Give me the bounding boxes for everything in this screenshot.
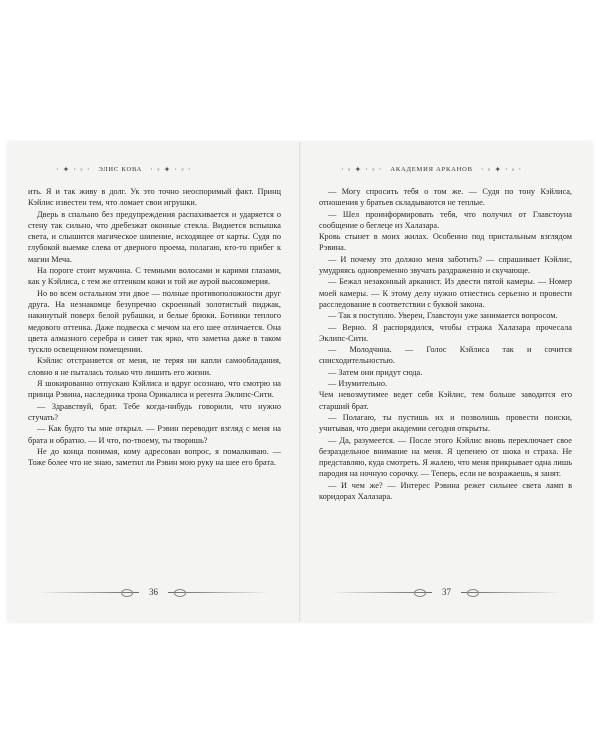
paragraph: — И чем же? — Интерес Рэвина режет сильнее света ламп в коридорах Халазара.	[319, 480, 572, 502]
paragraph: Не до конца понимая, кому адресован вопрос, я помалкиваю. — Тоже более что не знаю, заметил ли Рэвин мою руку на шее его брата.	[28, 446, 281, 468]
paragraph: Дверь в спальню без предупреждения распахивается и ударяется о стену так сильно, что дребезжат оконные стекла. Видиется вспышка света, и слышится магическое шипение, исходящее от карты. Судя по глубокой выемке слева от дверного проема, полагаю, кто-то прибег к магии Меча.	[28, 209, 281, 264]
paragraph: Кэйлис отстраняется от меня, не теряя ни капли самообладания, словно я не пыталась только что лишить его жизни.	[28, 356, 281, 377]
paragraph: — Могу спросить тебя о том же. — Судя по тону Кэйлиса, отношения у братьев складываются не теплые.	[319, 187, 572, 208]
paragraph: — Изумительно.	[328, 379, 388, 389]
page-number: 37	[442, 587, 451, 597]
paragraph: — Здравствуй, брат. Тебе когда-нибудь говорили, что нужно стучать?	[28, 401, 281, 422]
paragraph: Но во всем остальном эти двое — полные противоположности друг друга. На незнакомце безупречно скроенный золотистый пиджак, накинутый поверх белой рубашки, и белые брюки. Ботинки теплого медового оттенка. Даже подвеска с мечом на его шее отличается. Она цвета алмазного серебра и сияет так ярко, что заметна даже в таком тускло освещенном помещении.	[28, 288, 281, 355]
paragraph: — Шел проинформировать тебя, что получил от Главстоуна сообщение о беглеце из Халазара.	[319, 209, 572, 230]
paragraph: Чем невозмутимее ведет себя Кэйлис, тем больше заводится его старший брат.	[319, 390, 572, 411]
paragraph: — Полагаю, ты пустишь их и позволишь провести поиски, учитывая, что двери академии сегодня открыты.	[319, 412, 572, 434]
folio-flourish-icon	[331, 592, 432, 593]
page-number: 36	[149, 587, 158, 597]
folio-flourish-icon	[38, 592, 139, 593]
book-spread	[8, 142, 592, 622]
paragraph: — Как будто ты мне открыл. — Рэвин переводит взгляд с меня на брата и обратно. — И что, по-твоему, ты творишь?	[28, 424, 281, 445]
paragraph: — Да, разумеется. — После этого Кэйлис вновь переключает свое безраздельное внимание на меня. Я цепенею от шока и страха. Не представляю, куда смотреть. Я жалею, что меня прикрывает одна лишь пародия на ночную сорочку. — Теперь, если не возражаешь, я занят.	[319, 435, 572, 479]
header-ornament-icon: · ◦ ✦ · ◦ ·	[480, 164, 523, 174]
left-page-text	[28, 186, 281, 468]
paragraph: — Так я поступлю. Уверен, Главстоун уже занимается вопросом.	[328, 311, 558, 321]
left-page	[8, 142, 299, 622]
left-folio	[38, 584, 269, 600]
header-ornament-icon: · ◦ ✦ · ◦ ·	[150, 164, 192, 174]
header-ornament-icon: · ✦ · ◦ ·	[56, 164, 91, 174]
paragraph: Кровь стынет в моих жилах. Особенно под пристальным взглядом Рэвина.	[319, 232, 572, 253]
header-ornament-icon: · ◦ ✦ · ◦ ·	[341, 164, 383, 174]
paragraph: — Затем они придут сюда.	[328, 367, 423, 377]
right-page-text	[319, 186, 572, 502]
paragraph: — И почему это должно меня заботить? — спрашивает Кэйлис, умудряясь одновременно звучать раздраженно и скучающе.	[319, 254, 572, 276]
paragraph: — Верно. Я распорядился, чтобы стража Халазара прочесала Эклипс-Сити.	[319, 322, 572, 343]
left-running-header	[26, 162, 281, 176]
paragraph: ить. Я и так живу в долг. Ук это точно неоспоримый факт. Принц Кэйлис известен тем, что ломает свои игрушки.	[28, 187, 281, 208]
paragraph: На пороге стоит мужчина. С темными волосами и карими глазами, как у Кэйлиса, с тем же оттенком кожи и той же аурой высокомерия.	[28, 266, 281, 287]
folio-flourish-icon	[168, 592, 269, 593]
left-running-title: ЭЛИС КОВА	[98, 165, 143, 173]
right-running-header	[319, 162, 574, 176]
right-running-title: АКАДЕМИЯ АРКАНОВ	[390, 165, 473, 173]
right-folio	[331, 584, 562, 600]
paragraph: — Молодчина. — Голос Кэйлиса так и сочится снисходительностью.	[319, 345, 572, 366]
folio-flourish-icon	[461, 592, 562, 593]
right-page	[301, 142, 592, 622]
paragraph: Я шокированно отпускаю Кэйлиса и вдруг осознаю, что смотрю на принца Рэвина, наследника трона Орикалиса и регента Эклипс-Сити.	[28, 379, 281, 400]
paragraph: — Бежал незаконный арканист. Из двести пятой камеры. — Номер моей камеры. — К этому делу нужно отнестись серьезно и провести расследование в соответствии с буквой закона.	[319, 277, 572, 309]
